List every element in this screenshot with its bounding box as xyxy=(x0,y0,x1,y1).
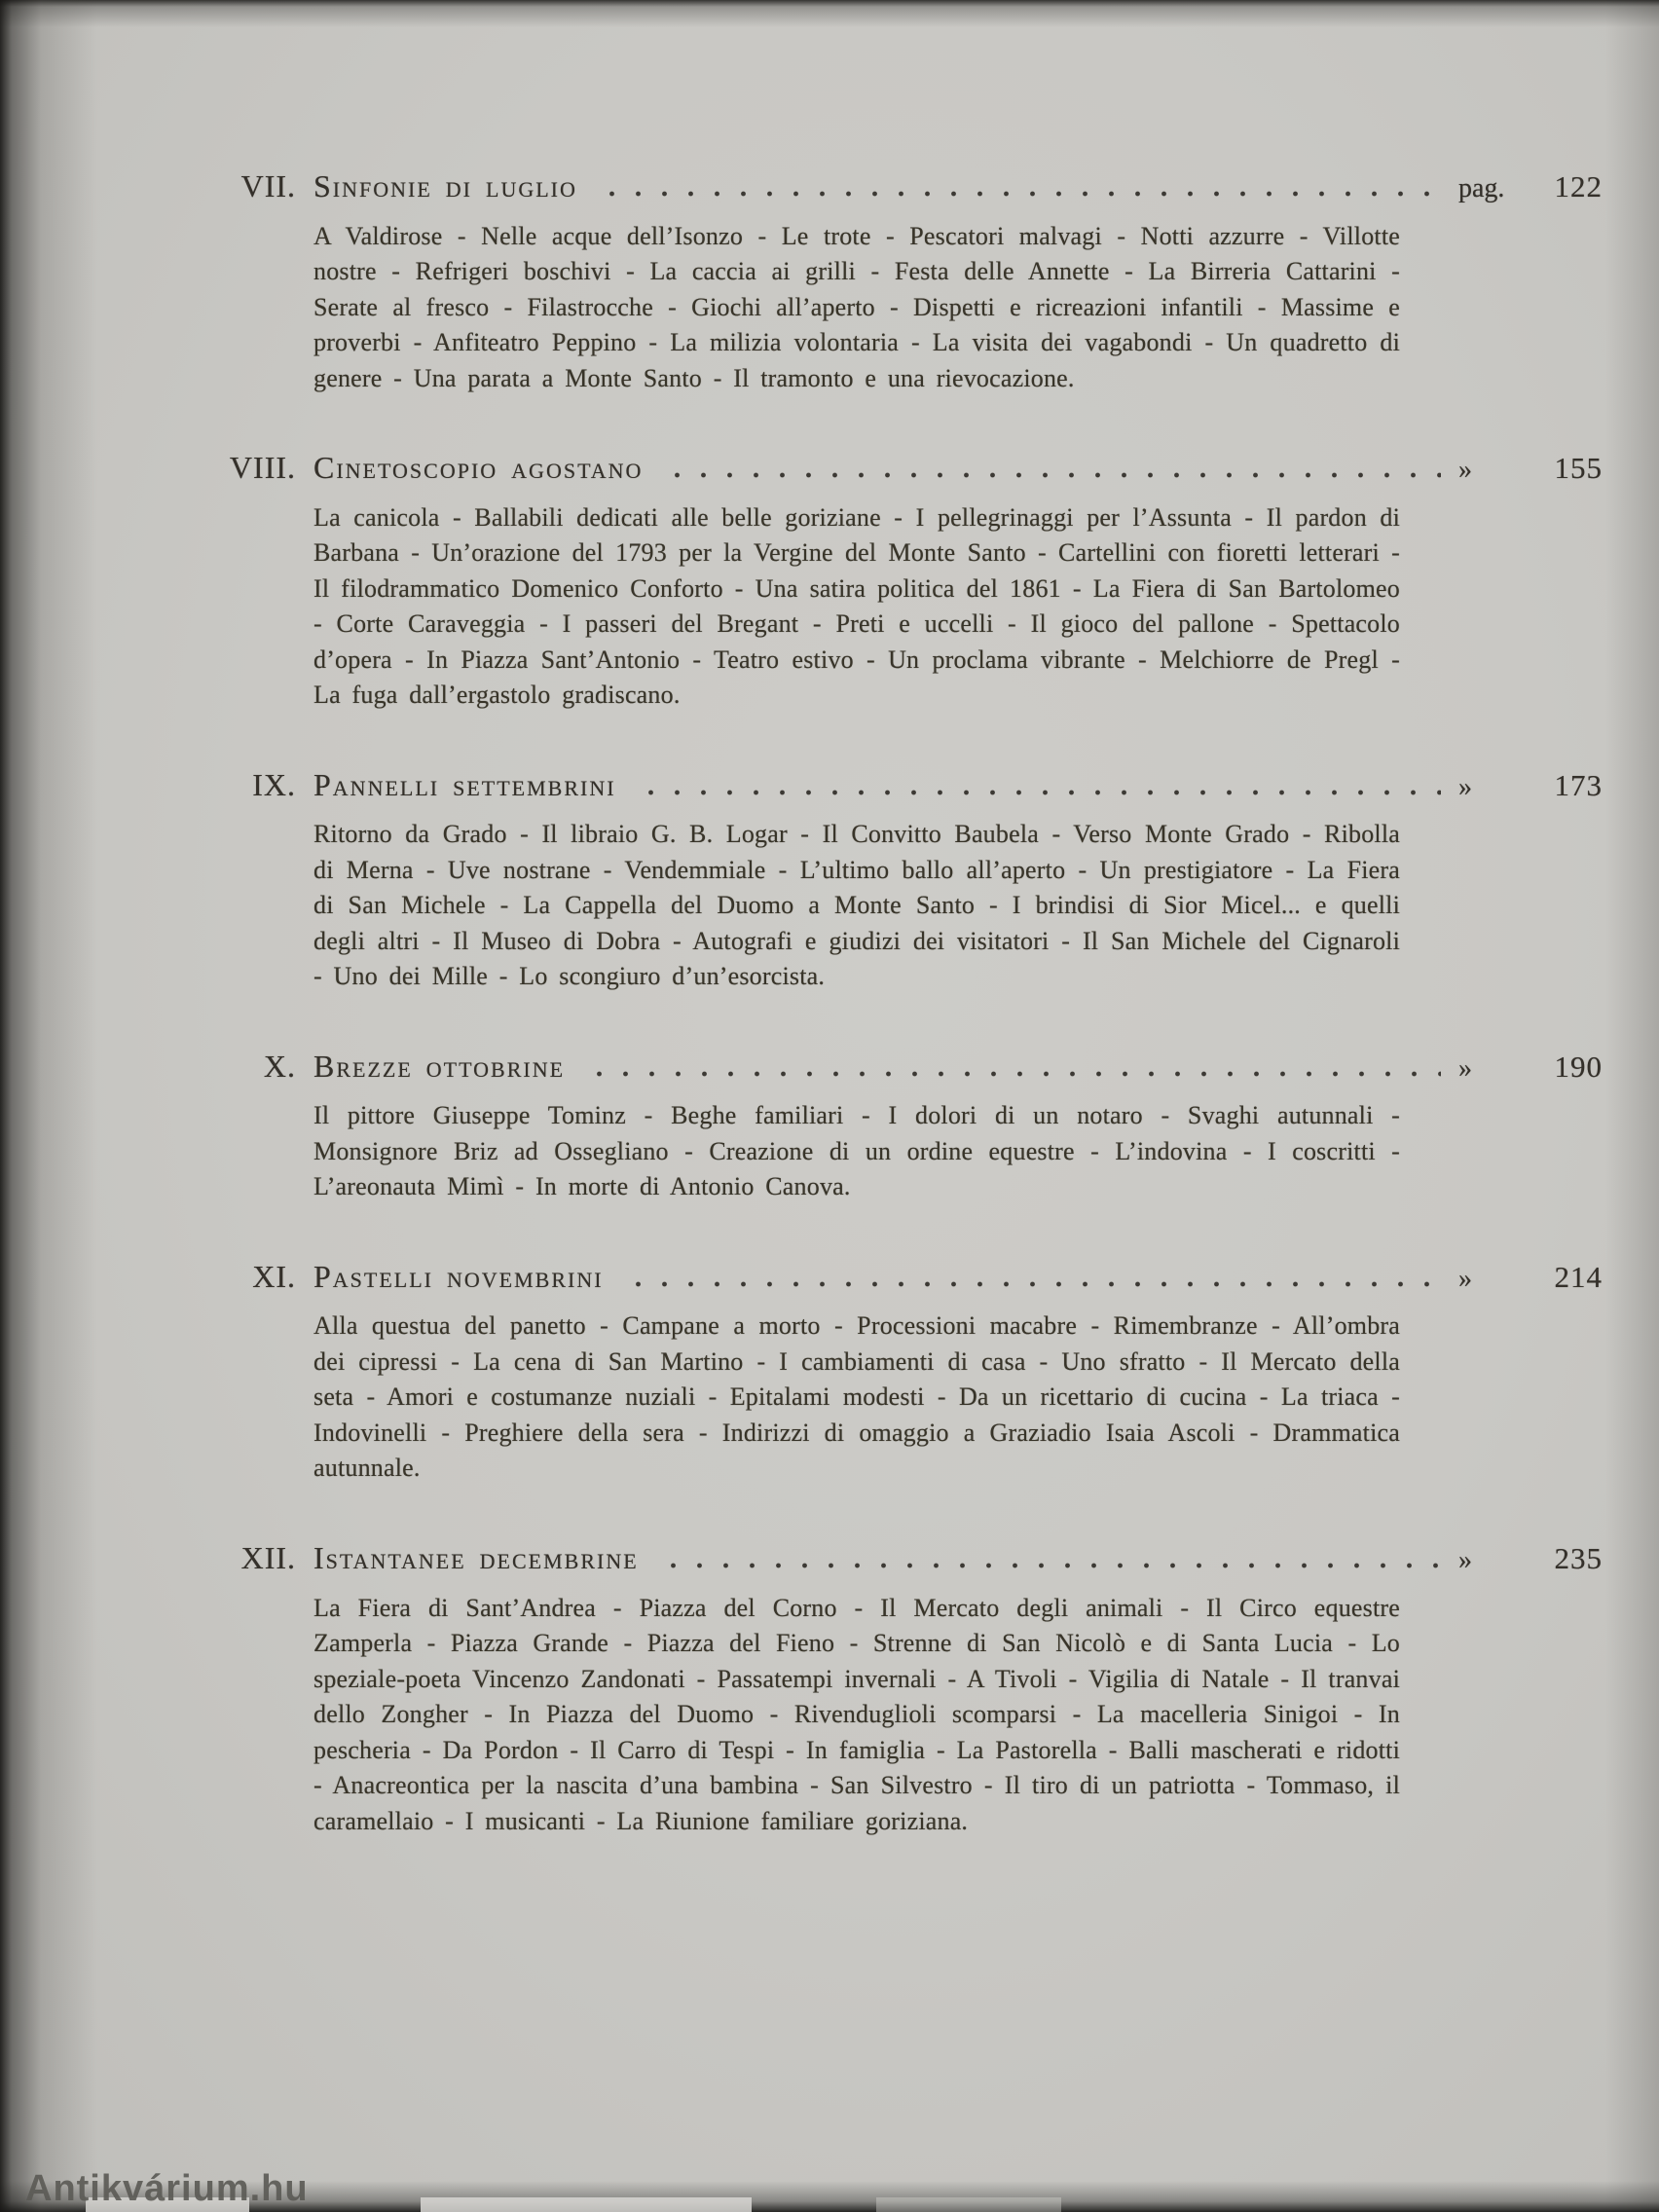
chapter-description: La Fiera di Sant’Andrea - Piazza del Corno - Il Mercato degli animali - Il Circo equestre Zamperla - Piazza Grande - Piazza del Fieno - Strenne di San Nicolò e di Santa Lucia - Lo speziale-poeta Vincenzo Zandonati - Passatempi invernali - A Tivoli - Vigilia di Natale - Il tranvai dello Zongher - In Piazza del Duomo - Rivenduglioli scomparsi - La macelleria Sinigoi - In pescheria - Da Pordon - Il Carro di Tespi - In famiglia - La Pastorella - Balli mascherati e ridotti - Anacreontica per la nascita d’una bambina - San Silvestro - Il tiro di un patriotta - Tommaso, il caramellaio - I musicanti - La Riunione familiare goriziana. xyxy=(313,1593,1400,1835)
page-number: 122 xyxy=(1554,169,1603,203)
page-number: 214 xyxy=(1554,1259,1603,1294)
chapter-numeral: VII. xyxy=(240,168,296,203)
toc-entry-xi xyxy=(191,1258,1603,1487)
chapter-description: La canicola - Ballabili dedicati alle belle goriziane - I pellegrinaggi per l’Assunta - Il pardon di Barbana - Un’orazione del 1793 per la Vergine del Monte Santo - Cartellini con fioretti letterari - Il filodrammatico Domenico Conforto - Una satira politica del 1861 - La Fiera di San Bartolomeo - Corte Caraveggia - I passeri del Bregant - Preti e uccelli - Il gioco del pallone - Spettacolo d’opera - In Piazza Sant’Antonio - Teatro estivo - Un proclama vibrante - Melchiorre de Pregl - La fuga dall’ergastolo gradiscano. xyxy=(313,502,1400,710)
chapter-numeral: VIII. xyxy=(229,450,296,486)
page-label: » xyxy=(1458,1544,1472,1575)
toc-title-row xyxy=(191,1539,1603,1577)
dot-leader xyxy=(660,1563,1441,1568)
page-number: 190 xyxy=(1554,1049,1603,1084)
chapter-description: A Valdirose - Nelle acque dell’Isonzo - Le trote - Pescatori malvagi - Notti azzurre - Villotte nostre - Refrigeri boschivi - La caccia ai grilli - Festa delle Annette - La Birreria Cattarini - Serate al fresco - Filastrocche - Giochi all’aperto - Dispetti e ricreazioni infantili - Massime e proverbi - Anfiteatro Peppino - La milizia volontaria - La visita dei vagabondi - Un quadretto di genere - Una parata a Monte Santo - Il tramonto e una rievocazione. xyxy=(313,221,1400,392)
chapter-numeral: XI. xyxy=(252,1258,296,1294)
chapter-title: Cinetoscopio agostano xyxy=(313,450,644,486)
chapter-title: Pannelli settembrini xyxy=(313,766,616,802)
toc-title-row xyxy=(191,1258,1603,1296)
watermark: Antikvárium.hu xyxy=(25,2168,309,2209)
toc-title-row xyxy=(191,167,1603,205)
dot-leader xyxy=(638,790,1441,795)
chapter-title: Brezze ottobrine xyxy=(313,1048,566,1084)
page-label: » xyxy=(1458,1263,1472,1294)
toc-entry-ix xyxy=(191,766,1603,995)
page-label: » xyxy=(1458,1052,1472,1084)
chapter-numeral: XII. xyxy=(240,1539,296,1575)
page-label: » xyxy=(1458,455,1472,486)
chapter-numeral: X. xyxy=(263,1048,296,1084)
toc-entry-vii xyxy=(191,167,1603,396)
page-number: 173 xyxy=(1554,767,1603,802)
page-label: » xyxy=(1458,771,1472,802)
chapter-title: Pastelli novembrini xyxy=(313,1258,604,1294)
chapter-title: Istantanee decembrine xyxy=(313,1539,639,1575)
dot-leader xyxy=(599,191,1441,197)
toc-title-row xyxy=(191,1048,1603,1086)
scan-artifact xyxy=(876,2197,1061,2212)
toc-title-row xyxy=(191,766,1603,804)
chapter-description: Alla questua del panetto - Campane a morto - Processioni macabre - Rimembranze - All’ombra dei cipressi - La cena di San Martino - I cambiamenti di casa - Uno sfratto - Il Mercato della seta - Amori e costumanze nuziali - Epitalami modesti - Da un ricettario di cucina - La triaca - Indovinelli - Preghiere della sera - Indirizzi di omaggio a Graziadio Isaia Ascoli - Drammatica autunnale. xyxy=(313,1311,1400,1483)
toc-entry-viii xyxy=(191,449,1603,714)
page-number: 235 xyxy=(1554,1540,1603,1575)
toc-entry-x xyxy=(191,1048,1603,1205)
chapter-title: Sinfonie di luglio xyxy=(313,168,577,203)
dot-leader xyxy=(586,1071,1441,1077)
page-number: 155 xyxy=(1554,451,1603,486)
dot-leader xyxy=(625,1281,1441,1287)
chapter-description: Ritorno da Grado - Il libraio G. B. Logar - Il Convitto Baubela - Verso Monte Grado - Ribolla di Merna - Uve nostrane - Vendemmiale - L’ultimo ballo all’aperto - Un prestigiatore - La Fiera di San Michele - La Cappella del Duomo a Monte Santo - I brindisi di Sior Micel... e quelli degli altri - Il Museo di Dobra - Autografi e giudizi dei visitatori - Il San Michele del Cignaroli - Uno dei Mille - Lo scongiuro d’un’esorcista. xyxy=(313,820,1400,991)
page-label: pag. xyxy=(1458,173,1505,203)
scan-artifact xyxy=(421,2197,752,2212)
toc-entry-xii xyxy=(191,1539,1603,1839)
toc-title-row xyxy=(191,449,1603,487)
chapter-description: Il pittore Giuseppe Tominz - Beghe familiari - I dolori di un notaro - Svaghi autunnali - Monsignore Briz ad Ossegliano - Creazione di un ordine equestre - L’indovina - I coscritti - L’areonauta Mimì - In morte di Antonio Canova. xyxy=(313,1101,1400,1201)
chapter-numeral: IX. xyxy=(252,766,296,802)
dot-leader xyxy=(664,472,1441,478)
